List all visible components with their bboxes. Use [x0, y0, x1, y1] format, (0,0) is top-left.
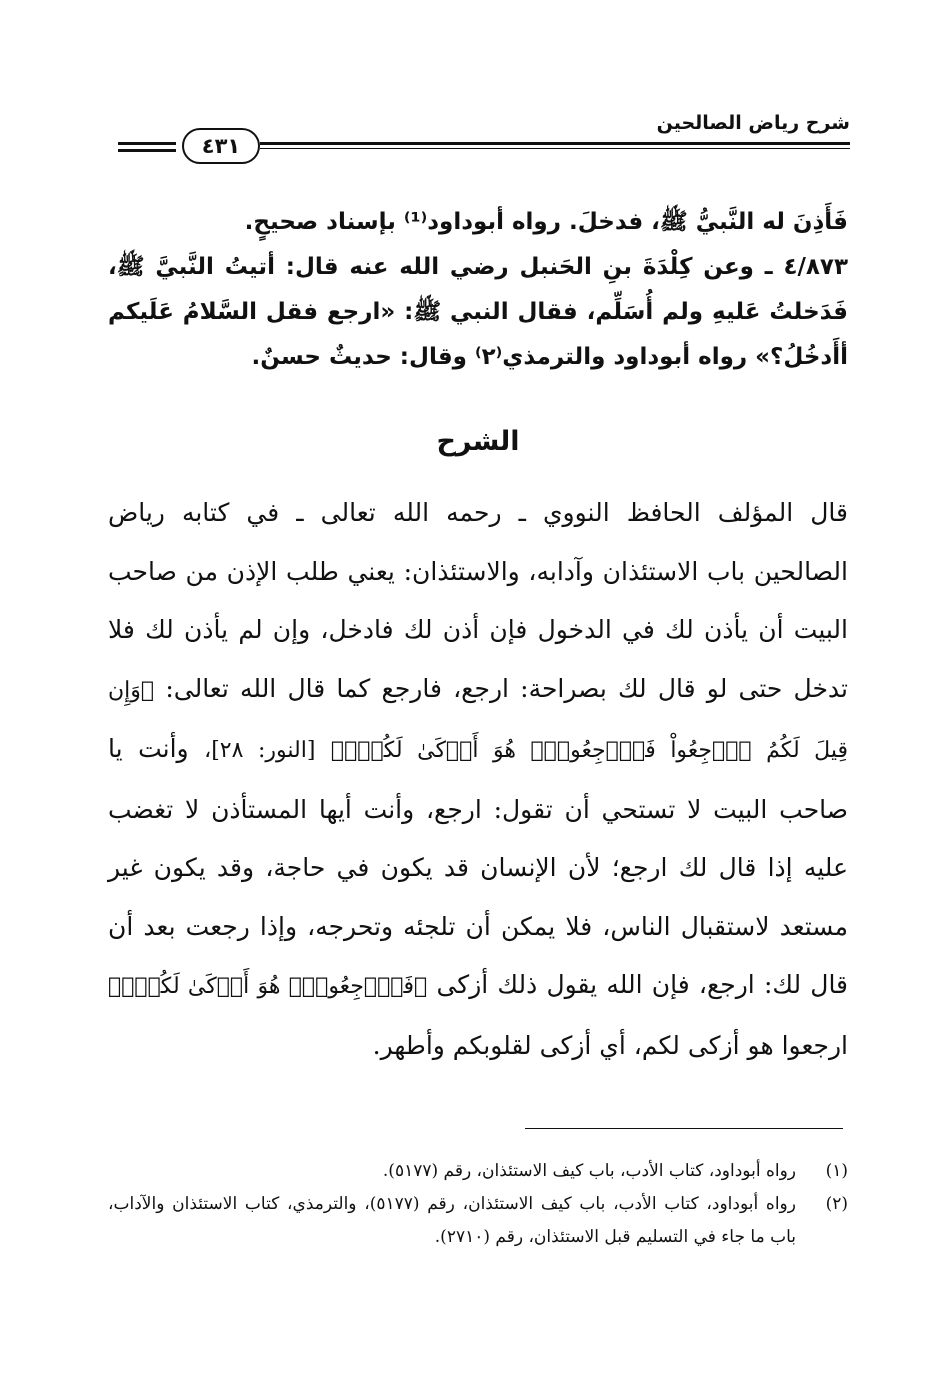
footnote-number: (١)	[825, 1161, 848, 1181]
footnote-2	[108, 1188, 848, 1254]
hadith-text	[108, 200, 848, 380]
commentary-part-3: ارجعوا هو أزكى لكم، أي أزكى لقلوبكم وأطهر.	[372, 1030, 848, 1060]
footnote-1	[108, 1155, 848, 1188]
quran-verse-1: ﴿وَإِن قِيلَ لَكُمُ ٱرۡجِعُواْ فَٱرۡجِعُواْۖ هُوَ أَزۡكَىٰ لَكُمۡۚ﴾	[108, 677, 848, 763]
commentary-part-1: قال المؤلف الحافظ النووي ـ رحمه الله تعالى ـ في كتابه رياض الصالحين باب الاستئذان وآدابه، والاستئذان: يعني طلب الإذن من صاحب البيت أن يأذن لك في الدخول فإن أذن لك فادخل، وإن لم يأذن لك فلا تدخل حتى لو قال لك بصراحة: ارجع، فارجع كما قال الله تعالى:	[108, 498, 848, 703]
page-header	[110, 112, 850, 162]
page-number: ٤٣١	[182, 128, 260, 164]
commentary-paragraph	[108, 484, 848, 1075]
header-rule-right	[260, 142, 850, 149]
footnote-text: رواه أبوداود، كتاب الأدب، باب كيف الاستئذان، رقم (٥١٧٧).	[382, 1161, 796, 1181]
header-rule-left	[118, 142, 176, 152]
quran-reference: [النور: ٢٨]،	[204, 738, 316, 763]
hadith-873: ٤/٨٧٣ ـ وعن كِلْدَةَ بنِ الحَنبل رضي الله عنه قال: أتيتُ النَّبيَّ ﷺ، فَدَخلتُ عَليهِ ولم أُسَلِّم، فقال النبي ﷺ: «ارجع فقل السَّلامُ عَلَيكم أأَدخُلُ؟» رواه أبوداود والترمذي⁽٢⁾ وقال: حديثٌ حسنٌ.	[108, 254, 848, 370]
hadith-line-1: فَأَذِنَ له النَّبيُّ ﷺ، فدخلَ. رواه أبوداود⁽¹⁾ بإسناد صحيحٍ.	[244, 209, 848, 235]
footnote-separator	[525, 1128, 843, 1129]
running-title: شرح رياض الصالحين	[656, 112, 850, 134]
footnote-text: رواه أبوداود، كتاب الأدب، باب كيف الاستئذان، رقم (٥١٧٧)، والترمذي، كتاب الاستئذان والآداب، باب ما جاء في التسليم قبل الاستئذان، رقم (٢٧١٠).	[108, 1194, 796, 1247]
quran-verse-2: ﴿فَٱرۡجِعُواْۖ هُوَ أَزۡكَىٰ لَكُمۡۚ﴾	[108, 974, 428, 999]
commentary-text	[108, 484, 848, 1075]
footnote-number: (٢)	[825, 1194, 848, 1214]
footnotes	[108, 1155, 848, 1254]
commentary-part-2: وأنت يا صاحب البيت لا تستحي أن تقول: ارجع، وأنت أيها المستأذن لا تغضب عليه إذا قال لك ارجع؛ لأن الإنسان قد يكون في حاجة، وقد يكون غير مستعد لاستقبال الناس، فلا يمكن أن تلجئه وتحرجه، وإذا رجعت بعد أن قال لك: ارجع، فإن الله يقول ذلك أزكى	[108, 734, 849, 999]
sharh-heading: الشرح	[436, 426, 520, 457]
